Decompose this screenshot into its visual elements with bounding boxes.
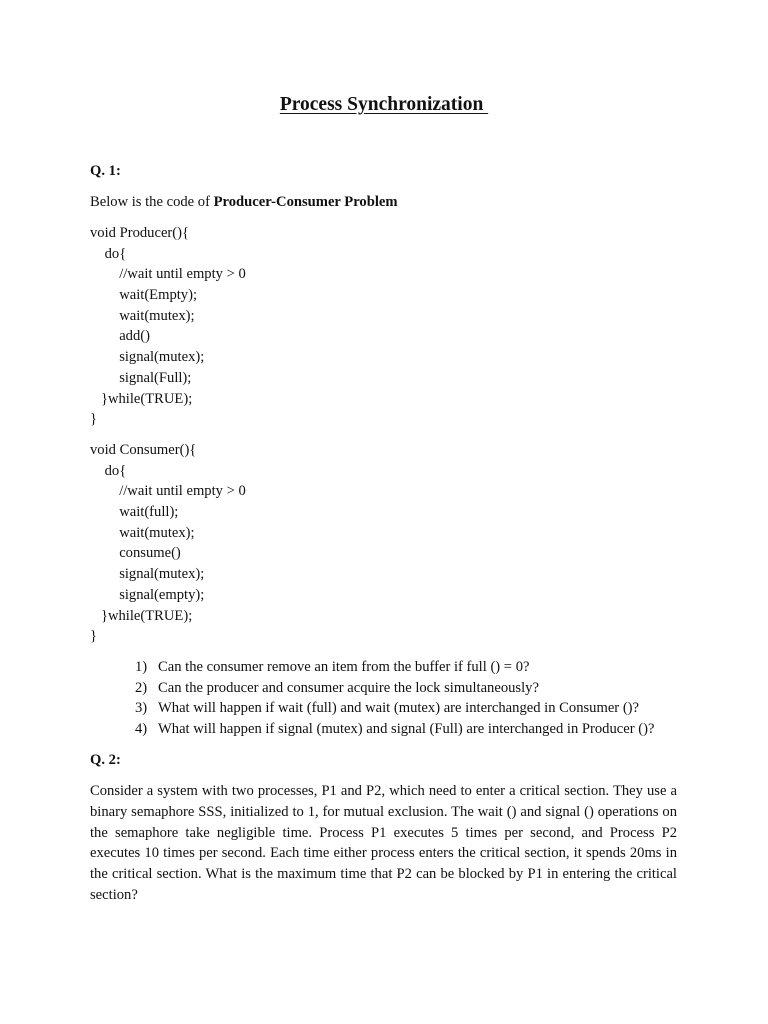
list-item [135, 657, 654, 678]
code-line: signal(mutex); [90, 349, 205, 366]
list-item-number: 2) [135, 679, 148, 696]
q1-intro-plain: Below is the code of [90, 194, 214, 210]
code-line: //wait until empty > 0 [90, 266, 246, 283]
code-line: void Producer(){ [90, 225, 189, 241]
list-item-number: 1) [135, 659, 148, 675]
code-line: }while(TRUE); [90, 390, 193, 407]
list-item-text: What will happen if signal (mutex) and signal (Full) are interchanged in Producer ()? [158, 721, 655, 738]
code-line: } [90, 411, 98, 428]
code-line: wait(full); [90, 504, 179, 521]
code-line: consume() [90, 545, 181, 562]
list-item [135, 678, 654, 699]
code-line: wait(mutex); [90, 307, 195, 324]
code-line: } [90, 628, 98, 645]
list-item [135, 698, 654, 719]
q2-heading: Q. 2: [90, 752, 121, 768]
q2-paragraph: Consider a system with two processes, P1 and P2, which need to enter a critical section. They use a binary semaphore SSS, initialized to 1, for mutual exclusion. The wait () and signal () operations on the semaphore take negligible time. Process P1 executes 5 times per second, and Process P2 executes 10 times per second. Each time either process enters the critical section, it spends 20ms in the critical section. What is the maximum time that P2 can be blocked by P1 in entering the critical section? [90, 783, 677, 903]
consumer-code-block [90, 440, 246, 647]
code-line: wait(Empty); [90, 287, 198, 304]
page-title-text: Process Synchronization [279, 94, 489, 115]
code-line: signal(empty); [90, 586, 205, 603]
code-line: add() [90, 328, 150, 345]
code-line: //wait until empty > 0 [90, 483, 246, 500]
list-item-text: Can the consumer remove an item from the buffer if full () = 0? [158, 659, 530, 675]
code-line: wait(mutex); [90, 524, 195, 541]
producer-code-block [90, 223, 246, 430]
code-line: signal(mutex); [90, 566, 205, 583]
code-line: void Consumer(){ [90, 442, 197, 458]
page-title [0, 93, 768, 117]
list-item-number: 3) [135, 700, 148, 717]
code-line: }while(TRUE); [90, 607, 193, 624]
list-item [135, 719, 654, 740]
list-item-text: Can the producer and consumer acquire the lock simultaneously? [158, 679, 539, 696]
q1-heading: Q. 1: [90, 163, 121, 179]
q1-question-list [135, 657, 654, 740]
q1-intro [90, 192, 398, 212]
code-line: signal(Full); [90, 369, 192, 386]
q1-intro-bold: Producer-Consumer Problem [213, 194, 398, 210]
code-line: do{ [90, 462, 127, 479]
list-item-number: 4) [135, 721, 148, 738]
list-item-text: What will happen if wait (full) and wait (mutex) are interchanged in Consumer ()? [158, 700, 640, 717]
code-line: do{ [90, 245, 127, 262]
